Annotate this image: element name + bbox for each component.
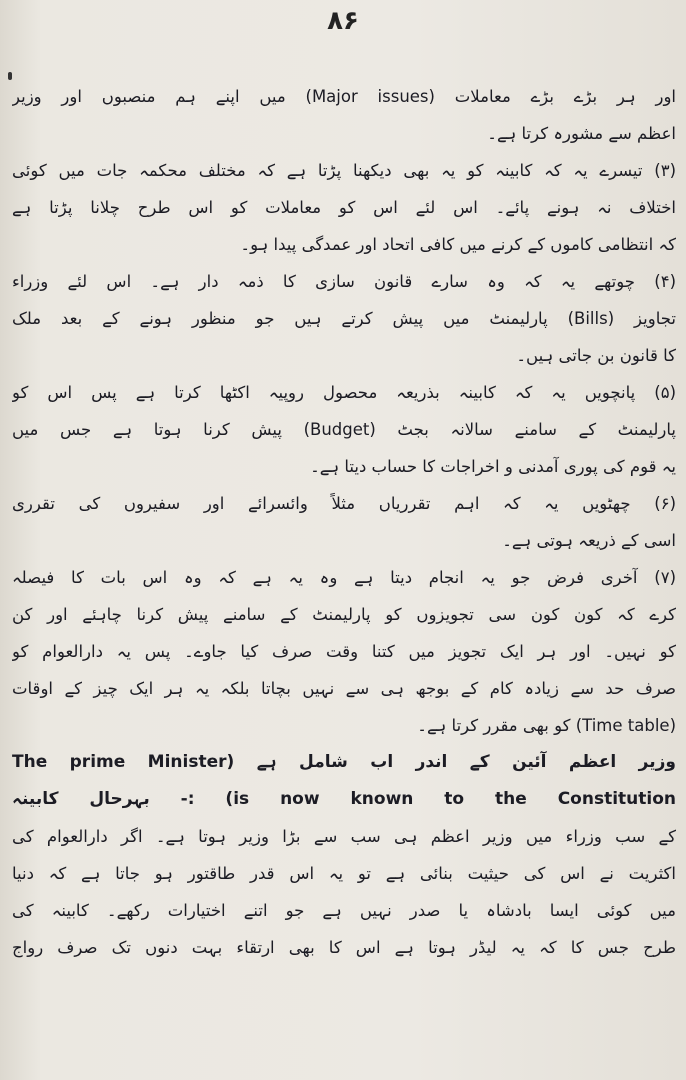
text-line: پارلیمنٹ کے سامنے سالانہ بجٹ (Budget) پیش کرنا ہوتا ہے جس میں (12, 420, 676, 439)
text-line: (۴) چوتھے یہ کہ وہ سارے قانون سازی کا ذمہ دار ہے۔ اس لئے وزراء (12, 272, 676, 291)
text-line: اکثریت نے اس کی حیثیت بنائی ہے تو یہ اس قدر طاقتور ہو جاتا ہے کہ دنیا (12, 864, 676, 883)
page-number: ۸۶ (327, 6, 359, 36)
text-line: (Time table) کو بھی مقرر کرتا ہے۔ (417, 716, 676, 735)
text-line: اعظم سے مشورہ کرتا ہے۔ (487, 124, 676, 143)
text-line: تجاویز (Bills) پارلیمنٹ میں پیش کرتے ہیں جو منظور ہونے کے بعد ملک (12, 309, 676, 328)
section-heading: is now known to the Constitution) :- بہرحال کابینہ (12, 789, 676, 809)
text-line: اسی کے ذریعہ ہوتی ہے۔ (502, 531, 676, 550)
text-line: (۵) پانچویں یہ کہ کابینہ بذریعہ محصول روپیہ اکٹھا کرتا ہے پس اس کو (12, 383, 676, 402)
text-line: (۶) چھٹویں یہ کہ اہم تقرریاں مثلاً وائسرائے اور سفیروں کی تقرری (12, 494, 676, 513)
text-line: طرح جس کا کہ یہ لیڈر ہوتا ہے اس کا بھی ارتقاء بہت دنوں تک صرف رواج (12, 938, 676, 957)
text-line: اختلاف نہ ہونے پائے۔ اس لئے اس کو معاملات کو اس طرح چلانا پڑتا ہے (12, 198, 676, 217)
text-line: یہ قوم کی پوری آمدنی و اخراجات کا حساب دیتا ہے۔ (310, 457, 676, 476)
text-line: کا قانون بن جاتی ہیں۔ (516, 346, 676, 365)
text-line: کے سب وزراء میں وزیر اعظم ہی سب سے بڑا وزیر ہوتا ہے۔ اگر دارالعوام کی (12, 827, 676, 846)
text-line: میں کوئی ایسا بادشاہ یا صدر نہیں ہے جو اتنے اختیارات رکھے۔ کابینہ کی (12, 901, 676, 920)
text-line: کرے کہ کون کون سی تجویزوں کو پارلیمنٹ کے سامنے پیش کرنا چاہئے اور کن (12, 605, 676, 624)
text-line: (۷) آخری فرض جو یہ انجام دیتا ہے وہ یہ ہے کہ وہ اس بات کا فیصلہ (12, 568, 676, 587)
text-line: اور ہر بڑے بڑے معاملات (Major issues) میں اپنے ہم منصبوں اور وزیر (12, 87, 676, 106)
text-line: صرف حد سے زیادہ کام کے بوجھ ہی سے نہیں بچاتا بلکہ یہ ہر ایک چیز کے اوقات (12, 679, 676, 698)
text-line: کہ انتظامی کاموں کے کرنے میں کافی اتحاد اور عمدگی پیدا ہو۔ (240, 235, 676, 254)
text-line: کو نہیں۔ اور ہر ایک تجویز میں کتنا وقت صرف کیا جاوے۔ پس یہ دارالعوام کو (12, 642, 676, 661)
text-line: (۳) تیسرے یہ کہ کابینہ کو یہ بھی دیکھنا پڑتا ہے کہ مختلف محکمہ جات میں کوئی (12, 161, 676, 180)
section-heading: وزیر اعظم آئین کے اندر اب شامل ہے (The prime Minister (12, 752, 676, 772)
text-body (12, 78, 676, 966)
